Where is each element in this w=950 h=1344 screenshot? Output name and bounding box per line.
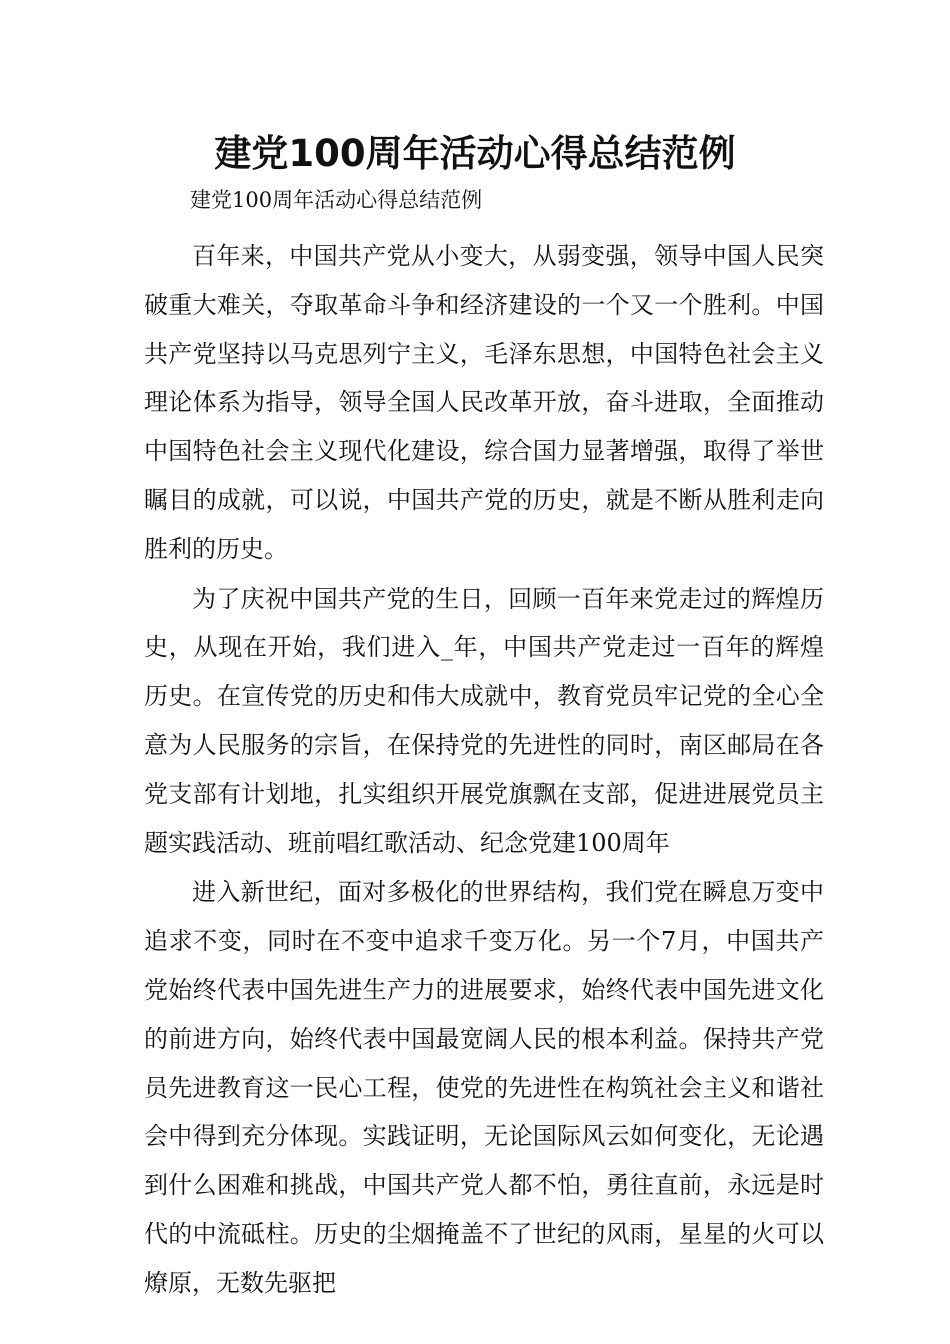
- paragraph-1: 百年来，中国共产党从小变大，从弱变强，领导中国人民突破重大难关，夺取革命斗争和经济建设的一个又一个胜利。中国共产党坚持以马克思列宁主义，毛泽东思想，中国特色社会主义理论体系为指导，领导全国人民改革开放，奋斗进取，全面推动中国特色社会主义现代化建设，综合国力显著增强，取得了举世瞩目的成就，可以说，中国共产党的历史，就是不断从胜利走向胜利的历史。: [144, 242, 824, 563]
- document-title: 建党100周年活动心得总结范例: [214, 132, 736, 175]
- document-subtitle: 建党100周年活动心得总结范例: [190, 188, 483, 212]
- document-body: [144, 232, 824, 1308]
- paragraph-2: 为了庆祝中国共产党的生日，回顾一百年来党走过的辉煌历史，从现在开始，我们进入_年，中国共产党走过一百年的辉煌历史。在宣传党的历史和伟大成就中，教育党员牢记党的全心全意为人民服务的宗旨，在保持党的先进性的同时，南区邮局在各党支部有计划地，扎实组织开展党旗飘在支部，促进进展党员主题实践活动、班前唱红歌活动、纪念党建100周年: [144, 584, 824, 857]
- paragraph-3: 进入新世纪，面对多极化的世界结构，我们党在瞬息万变中追求不变，同时在不变中追求千变万化。另一个7月，中国共产党始终代表中国先进生产力的进展要求，始终代表中国先进文化的前进方向，始终代表中国最宽阔人民的根本利益。保持共产党员先进教育这一民心工程，使党的先进性在构筑社会主义和谐社会中得到充分体现。实践证明，无论国际风云如何变化，无论遇到什么困难和挑战，中国共产党人都不怕，勇往直前，永远是时代的中流砥柱。历史的尘烟掩盖不了世纪的风雨，星星的火可以燎原，无数先驱把: [144, 878, 824, 1297]
